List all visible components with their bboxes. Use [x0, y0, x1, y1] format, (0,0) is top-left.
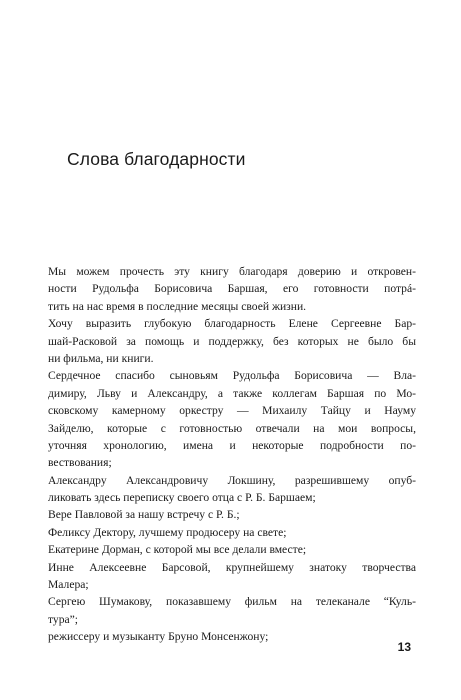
text-line: режиссеру и музыканту Бруно Монсенжону;	[48, 630, 269, 644]
text-line: тить на нас время в последние месяцы своей жизни.	[48, 299, 307, 313]
text-line: шай-Расковой за помощь и поддержку, без которых не было бы	[48, 334, 416, 348]
text-line: Малера;	[48, 578, 89, 592]
text-line: Сергею Шумакову, показавшему фильм на телеканале “Куль-	[48, 595, 416, 609]
text-line: Сердечное спасибо сыновьям Рудольфа Борисовича — Вла-	[48, 369, 416, 383]
text-line: сковскому камерному оркестру — Михаилу Тайцу и Науму	[48, 404, 416, 418]
text-line: Инне Алексеевне Барсовой, крупнейшему знатоку творчества	[48, 560, 416, 574]
text-line: Феликсу Дектору, лучшему продюсеру на свете;	[48, 525, 287, 539]
text-line: Хочу выразить глубокую благодарность Елене Сергеевне Бар-	[48, 317, 416, 331]
text-line: димиру, Льву и Александру, а также коллегам Баршая по Мо-	[48, 386, 416, 400]
section-title: Слова благодарности	[67, 149, 246, 169]
text-line: тура”;	[48, 612, 79, 626]
text-line: Вере Павловой за нашу встречу с Р. Б.;	[48, 508, 240, 522]
text-line: Мы можем прочесть эту книгу благодаря доверию и откровен-	[48, 265, 416, 278]
text-line: ликовать здесь переписку своего отца с Р. Б. Баршаем;	[48, 491, 316, 505]
text-line: ности Рудольфа Борисовича Баршая, его готовности потрá-	[48, 282, 416, 296]
text-line: вествования;	[48, 456, 112, 470]
text-line: ни фильма, ни книги.	[48, 351, 154, 365]
text-line: Александру Александровичу Локшину, разрешившему опуб-	[48, 473, 416, 487]
acknowledgements-text	[48, 263, 416, 646]
text-line: Зайделю, которые с готовностью отвечали на мои вопросы,	[48, 421, 416, 435]
text-line: уточняя хронологию, имена и некоторые подробности по-	[48, 438, 416, 452]
text-line: Екатерине Дорман, с которой мы все делали вместе;	[48, 543, 307, 557]
page-number: 13	[397, 640, 411, 654]
